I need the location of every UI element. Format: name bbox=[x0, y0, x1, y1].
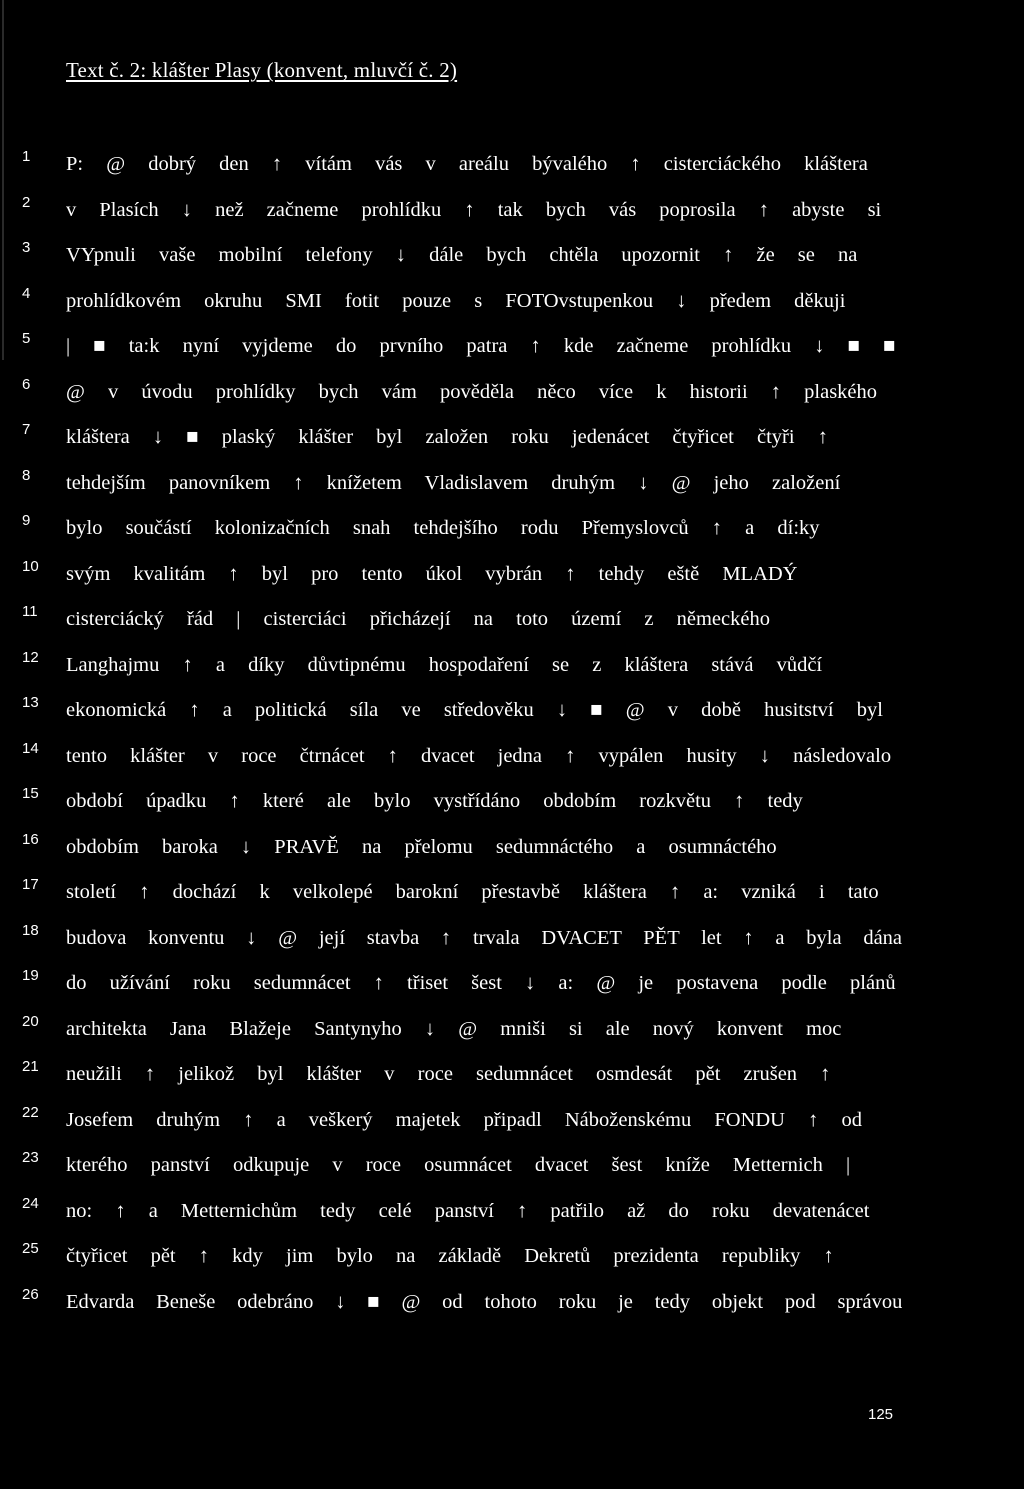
line-text: Edvarda Beneše odebráno ↓ ■ @ od tohoto roku je tedy objekt pod správou bbox=[66, 1290, 903, 1313]
line-number: 4 bbox=[22, 284, 31, 302]
transcript-line bbox=[0, 739, 1024, 785]
line-text: do užívání roku sedumnácet ↑ třiset šest ↓ a: @ je postavena podle plánů bbox=[66, 972, 896, 994]
transcript-line bbox=[0, 557, 1024, 603]
line-text: svým kvalitám ↑ byl pro tento úkol vybrán ↑ tehdy eště MLADÝ bbox=[66, 562, 798, 585]
line-text: tehdejším panovníkem ↑ knížetem Vladislavem druhým ↓ @ jeho založení bbox=[66, 471, 841, 494]
line-number: 22 bbox=[22, 1103, 39, 1121]
transcript-line bbox=[0, 329, 1024, 375]
line-text: kterého panství odkupuje v roce osumnácet dvacet šest kníže Metternich | bbox=[66, 1154, 851, 1176]
transcript-line bbox=[0, 420, 1024, 466]
line-number: 26 bbox=[22, 1285, 39, 1303]
line-text: | ■ ta:k nyní vyjdeme do prvního patra ↑ kde začneme prohlídku ↓ ■ ■ bbox=[66, 335, 896, 357]
line-number: 18 bbox=[22, 921, 39, 939]
line-text: budova konventu ↓ @ její stavba ↑ trvala DVACET PĚT let ↑ a byla dána bbox=[66, 926, 903, 949]
line-number: 12 bbox=[22, 648, 39, 666]
transcript-line bbox=[0, 375, 1024, 421]
transcript-line bbox=[0, 284, 1024, 330]
line-number: 7 bbox=[22, 421, 31, 438]
line-number: 25 bbox=[22, 1240, 39, 1257]
transcript-line bbox=[0, 830, 1024, 876]
line-text: architekta Jana Blažeje Santynyho ↓ @ mniši si ale nový konvent moc bbox=[66, 1017, 842, 1040]
line-text: bylo součástí kolonizačních snah tehdejšího rodu Přemyslovců ↑ a dí:ky bbox=[66, 517, 820, 539]
line-number: 23 bbox=[22, 1149, 39, 1166]
line-number: 1 bbox=[22, 148, 31, 165]
line-number: 14 bbox=[22, 739, 39, 757]
transcript-line bbox=[0, 1057, 1024, 1103]
line-text: tento klášter v roce čtrnácet ↑ dvacet jedna ↑ vypálen husity ↓ následovalo bbox=[66, 744, 892, 767]
line-text: P: @ dobrý den ↑ vítám vás v areálu bývalého ↑ cisterciáckého kláštera bbox=[66, 153, 868, 175]
transcript-line bbox=[0, 784, 1024, 830]
transcript-line bbox=[0, 875, 1024, 921]
transcript-line bbox=[0, 1285, 1024, 1331]
line-text: prohlídkovém okruhu SMI fotit pouze s FOTOvstupenkou ↓ předem děkuji bbox=[66, 289, 846, 312]
document-title: Text č. 2: klášter Plasy (konvent, mluvčí č. 2) bbox=[66, 58, 458, 82]
line-text: období úpadku ↑ které ale bylo vystřídáno obdobím rozkvětu ↑ tedy bbox=[66, 790, 803, 812]
line-text: VYpnuli vaše mobilní telefony ↓ dále bych chtěla upozornit ↑ že se na bbox=[66, 244, 858, 266]
line-number: 13 bbox=[22, 694, 39, 711]
line-number: 24 bbox=[22, 1194, 39, 1212]
line-text: @ v úvodu prohlídky bych vám pověděla něco více k historii ↑ plaského bbox=[66, 380, 878, 403]
line-number: 16 bbox=[22, 830, 39, 848]
line-text: století ↑ dochází k velkolepé barokní přestavbě kláštera ↑ a: vzniká i tato bbox=[66, 881, 879, 903]
transcript-line bbox=[0, 238, 1024, 284]
line-number: 15 bbox=[22, 785, 39, 802]
line-text: cisterciácký řád | cisterciáci přicházejí na toto území z německého bbox=[66, 608, 770, 630]
line-number: 20 bbox=[22, 1012, 39, 1030]
line-text: ekonomická ↑ a politická síla ve středověku ↓ ■ @ v době husitství byl bbox=[66, 699, 883, 721]
line-number: 3 bbox=[22, 239, 31, 256]
transcript-line bbox=[0, 1194, 1024, 1240]
line-text: kláštera ↓ ■ plaský klášter byl založen roku jedenácet čtyřicet čtyři ↑ bbox=[66, 426, 828, 448]
line-text: no: ↑ a Metternichům tedy celé panství ↑ patřilo až do roku devatenácet bbox=[66, 1199, 870, 1222]
line-number: 17 bbox=[22, 876, 39, 893]
line-number: 6 bbox=[22, 375, 31, 393]
transcript-line bbox=[0, 966, 1024, 1012]
transcript-line bbox=[0, 1239, 1024, 1285]
transcript-line bbox=[0, 693, 1024, 739]
line-number: 9 bbox=[22, 512, 31, 529]
line-number: 8 bbox=[22, 466, 31, 484]
line-number: 21 bbox=[22, 1058, 39, 1075]
line-number: 11 bbox=[22, 603, 38, 620]
transcript-line bbox=[0, 1012, 1024, 1058]
page-number: 125 bbox=[868, 1406, 894, 1423]
transcript-line bbox=[0, 147, 1024, 193]
transcript-lines bbox=[0, 147, 1024, 1330]
line-text: obdobím baroka ↓ PRAVĚ na přelomu sedumnáctého a osumnáctého bbox=[66, 835, 777, 858]
line-number: 2 bbox=[22, 193, 31, 211]
line-text: čtyřicet pět ↑ kdy jim bylo na základě Dekretů prezidenta republiky ↑ bbox=[66, 1245, 834, 1267]
transcript-line bbox=[0, 511, 1024, 557]
transcript-line bbox=[0, 648, 1024, 694]
line-number: 10 bbox=[22, 557, 39, 575]
transcript-line bbox=[0, 466, 1024, 512]
line-number: 5 bbox=[22, 330, 31, 347]
transcript-line bbox=[0, 1148, 1024, 1194]
transcript-line bbox=[0, 602, 1024, 648]
line-text: Josefem druhým ↑ a veškerý majetek připadl Náboženskému FONDU ↑ od bbox=[66, 1108, 862, 1131]
line-text: v Plasích ↓ než začneme prohlídku ↑ tak bych vás poprosila ↑ abyste si bbox=[66, 198, 882, 221]
line-text: neužili ↑ jelikož byl klášter v roce sedumnácet osmdesát pět zrušen ↑ bbox=[66, 1063, 831, 1085]
transcript-line bbox=[0, 193, 1024, 239]
transcript-line bbox=[0, 1103, 1024, 1149]
line-number: 19 bbox=[22, 967, 39, 984]
transcript-line bbox=[0, 921, 1024, 967]
line-text: Langhajmu ↑ a díky důvtipnému hospodaření se z kláštera stává vůdčí bbox=[66, 653, 823, 676]
